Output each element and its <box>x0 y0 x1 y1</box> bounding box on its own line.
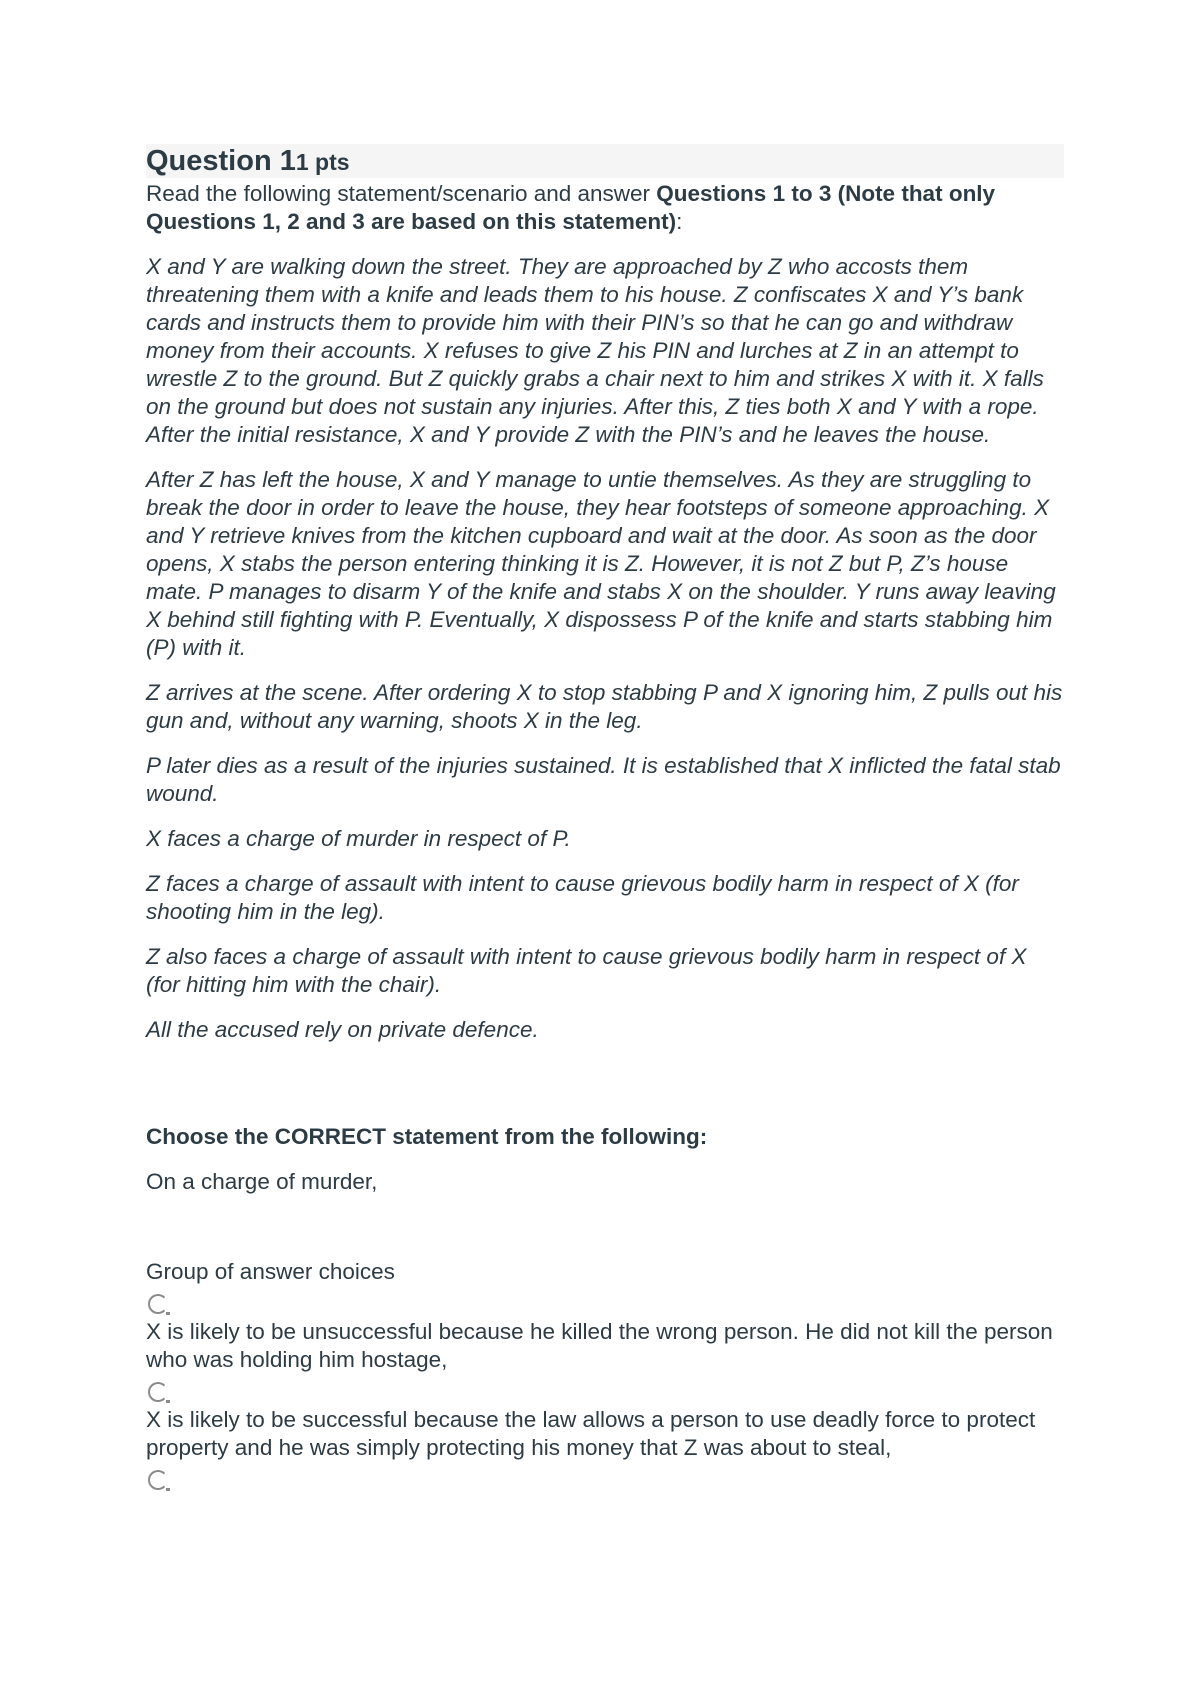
spacer <box>146 1196 1064 1258</box>
question-page <box>146 144 1064 1494</box>
scenario-text <box>146 253 1064 1044</box>
answer-choice-label[interactable]: X is likely to be unsuccessful because he killed the wrong person. He did not kill the person who was holding him hostage, <box>146 1319 1053 1372</box>
question-prompt: Choose the CORRECT statement from the following: <box>146 1124 708 1149</box>
scenario-paragraph: X and Y are walking down the street. They are approached by Z who accosts them threatening them with a knife and leads them to his house. Z confiscates X and Y’s bank cards and instructs them to provide him with their PIN’s so that he can go and withdraw money from their accounts. X refuses to give Z his PIN and lurches at Z in an attempt to wrestle Z to the ground. But Z quickly grabs a chair next to him and strikes X with it. X falls on the ground but does not sustain any injuries. After this, Z ties both X and Y with a rope. After the initial resistance, X and Y provide Z with the PIN’s and he leaves the house. <box>146 254 1044 447</box>
intro-lead: Read the following statement/scenario and answer <box>146 181 657 206</box>
radio-icon[interactable] <box>148 1294 168 1314</box>
question-title: Question 1 <box>146 145 296 177</box>
answer-choices <box>146 1258 1064 1490</box>
scenario-paragraph: Z faces a charge of assault with intent to cause grievous bodily harm in respect of X (for shooting him in the leg). <box>146 871 1019 924</box>
question-header <box>146 144 1064 178</box>
choices-label: Group of answer choices <box>146 1259 395 1284</box>
intro-bold: Questions 1 to 3 (Note that only Questions 1, 2 and 3 are based on this statement) <box>146 181 996 234</box>
scenario-paragraph: All the accused rely on private defence. <box>146 1017 539 1042</box>
question-points: 1 pts <box>295 149 350 175</box>
scenario-paragraph: After Z has left the house, X and Y manage to untie themselves. As they are struggling to break the door in order to leave the house, they hear footsteps of someone approaching. X and Y retrieve knives from the kitchen cupboard and wait at the door. As soon as the door opens, X stabs the person entering thinking it is Z. However, it is not Z but P, Z’s house mate. P manages to disarm Y of the knife and stabs X on the shoulder. Y runs away leaving X behind still fighting with P. Eventually, X dispossess P of the knife and starts stabbing him (P) with it. <box>146 467 1056 660</box>
question-intro <box>146 180 1064 236</box>
spacer <box>146 1061 1064 1123</box>
answer-choice-label[interactable]: X is likely to be successful because the law allows a person to use deadly force to protect property and he was simply protecting his money that Z was about to steal, <box>146 1407 1036 1460</box>
scenario-paragraph: X faces a charge of murder in respect of P. <box>146 826 571 851</box>
scenario-paragraph: Z arrives at the scene. After ordering X to stop stabbing P and X ignoring him, Z pulls out his gun and, without any warning, shoots X in the leg. <box>146 680 1063 733</box>
scenario-paragraph: Z also faces a charge of assault with intent to cause grievous bodily harm in respect of X (for hitting him with the chair). <box>146 944 1027 997</box>
intro-trail: : <box>676 209 683 234</box>
radio-icon[interactable] <box>148 1470 168 1490</box>
question-stem: On a charge of murder, <box>146 1169 378 1194</box>
scenario-paragraph: P later dies as a result of the injuries sustained. It is established that X inflicted the fatal stab wound. <box>146 753 1061 806</box>
radio-icon[interactable] <box>148 1382 168 1402</box>
